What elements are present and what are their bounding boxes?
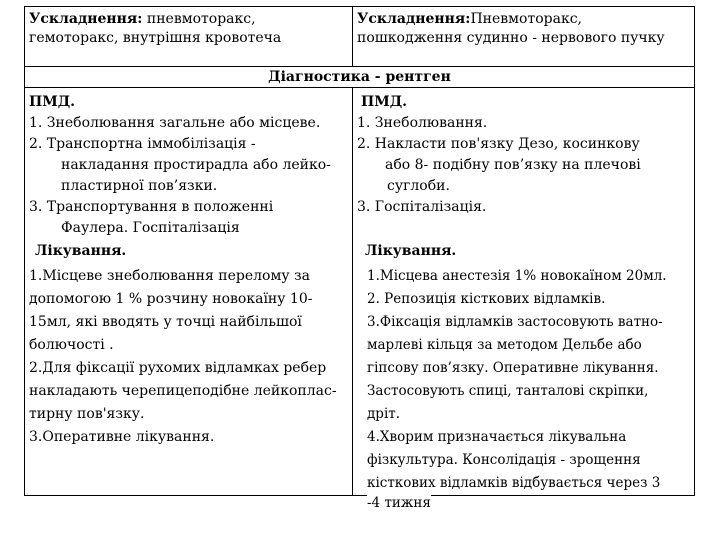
left-treatment-line: допомогою 1 % розчину новокаїну 10-	[29, 291, 313, 307]
header-right-bold: Ускладнення:	[357, 11, 471, 27]
header-left-rest: пневмоторакс,	[142, 11, 256, 27]
right-treatment-line: марлеві кільця за методом Дельбе або	[367, 337, 642, 353]
right-treatment-line: Застосовують спиці, танталові скріпки,	[367, 383, 649, 399]
column-divider-bottom	[352, 87, 353, 495]
right-treatment-title: Лікування.	[365, 243, 457, 259]
right-pmd-item: 3. Госпіталізація.	[357, 199, 487, 215]
right-pmd-item: 1. Знеболювання.	[357, 115, 488, 131]
left-pmd-item: 3. Транспортування в положенні	[29, 199, 274, 215]
left-pmd-item: 1. Знеболювання загальне або місцеве.	[29, 115, 321, 131]
left-pmd-item: накладання простирадла або лейко-	[61, 157, 331, 173]
header-left-line-1	[29, 11, 256, 28]
right-treatment-line: фізкультура. Консолідація - зрощення	[367, 452, 641, 468]
right-treatment-line: 1.Місцева анестезія 1% новокаїном 20мл.	[367, 268, 667, 284]
header-right-rest: Пневмоторакс,	[470, 11, 582, 27]
left-pmd-item: Фаулера. Госпіталізація	[61, 220, 240, 236]
left-treatment-line: 15мл, які вводять у точці найбільшої	[29, 314, 302, 330]
header-left-bold: Ускладнення:	[29, 11, 143, 27]
right-treatment-line: кісткових відламків відбувається через 3	[367, 475, 661, 491]
left-pmd-item: 2. Транспортна іммобілізація -	[29, 136, 256, 152]
right-pmd-item: суглоби.	[387, 178, 450, 194]
header-right-line-2: пошкодження судинно - нервового пучку	[357, 30, 665, 46]
left-pmd-item: пластирної пов’язки.	[61, 178, 218, 194]
header-right-line-1	[357, 11, 582, 28]
right-treatment-line: дріт.	[367, 406, 401, 422]
header-right-cell	[353, 7, 694, 66]
left-treatment-line: 1.Місцеве знеболювання перелому за	[29, 268, 311, 284]
left-treatment-title: Лікування.	[35, 243, 127, 259]
left-treatment-line: тирну пов'язку.	[29, 406, 145, 422]
header-divider	[25, 66, 694, 67]
right-treatment-line: 2. Репозиція кісткових відламків.	[367, 291, 606, 307]
right-pmd-item: або 8- подібну пов’язку на плечові	[385, 157, 641, 173]
left-treatment-line: 3.Оперативне лікування.	[29, 429, 215, 445]
right-pmd-title: ПМД.	[361, 94, 408, 110]
right-treatment-line: 3.Фіксація відламків застосовують ватно-	[367, 314, 663, 330]
left-treatment-line: 2.Для фіксації рухомих відламках ребер	[29, 360, 327, 376]
right-treatment-line: гіпсову пов’язку. Оперативне лікування.	[367, 360, 659, 376]
left-treatment-line: накладають черепицеподібне лейкоплас-	[29, 383, 337, 399]
header-left-cell	[25, 7, 352, 66]
diagnostics-heading: Діагностика - рентген	[268, 69, 451, 85]
diagnostics-divider	[25, 87, 694, 88]
comparison-table	[24, 6, 695, 511]
left-treatment-line: болючості .	[29, 337, 114, 353]
right-pmd-item: 2. Накласти пов'язку Дезо, косинкову	[357, 136, 640, 152]
right-treatment-line: 4.Хворим призначається лікувальна	[367, 429, 627, 445]
header-left-line-2: гемоторакс, внутрішня кровотеча	[29, 30, 282, 46]
right-treatment-line: -4 тижня	[367, 495, 431, 511]
left-pmd-title: ПМД.	[29, 94, 76, 110]
